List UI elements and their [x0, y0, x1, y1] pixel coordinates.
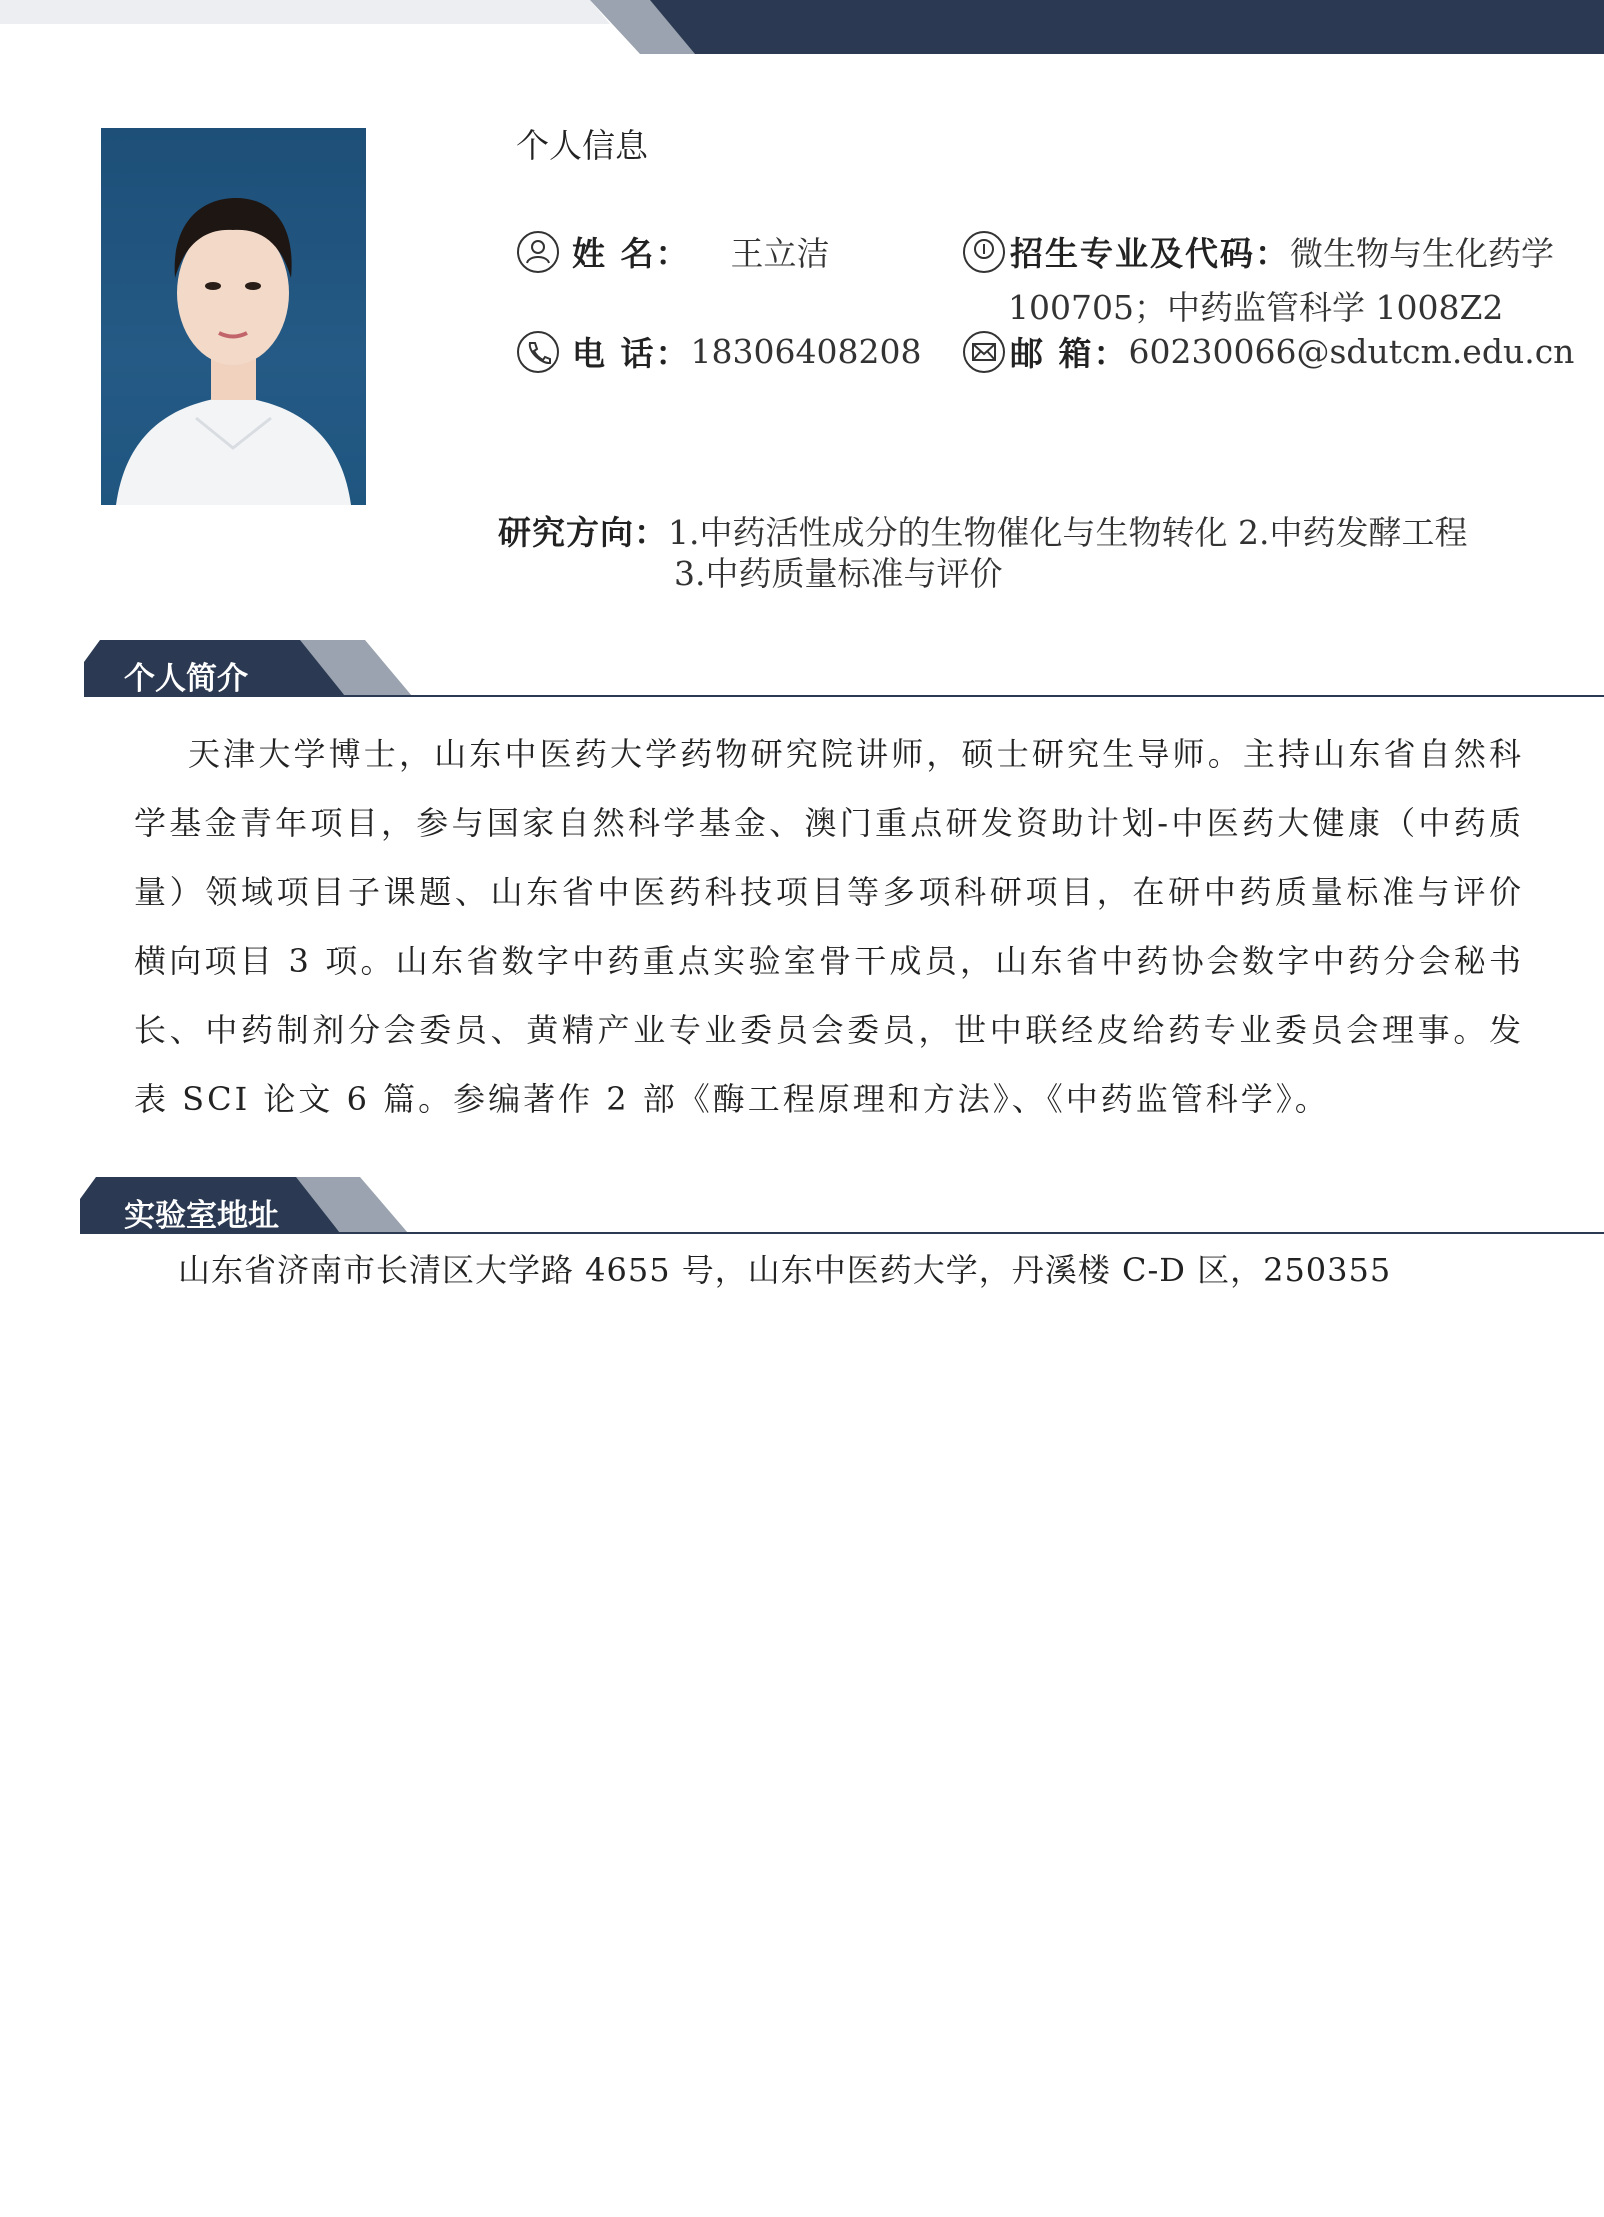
name-value: 王立洁 — [730, 234, 830, 273]
profile-photo — [101, 128, 366, 505]
phone-icon — [516, 330, 560, 374]
email-row — [962, 328, 1574, 375]
phone-value: 18306408208 — [690, 332, 922, 371]
lab-address: 山东省济南市长清区大学路 4655 号，山东中医药大学，丹溪楼 C-D 区，250355 — [178, 1251, 1392, 1289]
top-banner — [0, 0, 1604, 54]
email-value: 60230066@sdutcm.edu.cn — [1128, 332, 1575, 371]
personal-info-title: 个人信息 — [516, 126, 648, 165]
badge-icon — [962, 230, 1006, 274]
major-row-2 — [1008, 282, 1503, 329]
phone-row — [516, 328, 921, 375]
bio-section-header — [0, 640, 1604, 700]
person-icon — [516, 230, 560, 274]
research-line2: 3.中药质量标准与评价 — [674, 554, 1003, 593]
bio-text: 天津大学博士，山东中医药大学药物研究院讲师，硕士研究生导师。主持山东省自然科学基金青年项目，参与国家自然科学基金、澳门重点研发资助计划-中医药大健康（中药质量）领域项目子课题、山东省中医药科技项目等多项科研项目，在研中药质量标准与评价横向项目 3 项。山东省数字中药重点实验室骨干成员，山东省中药协会数字中药分会秘书长、中药制剂分会委员、黄精产业专业委员会委员，世中联经皮给药专业委员会理事。发表 SCI 论文 6 篇。参编著作 2 部《酶工程原理和方法》、《中药监管科学》。 — [134, 735, 1524, 1118]
major-row — [962, 228, 1554, 275]
major-label: 招生专业及代码： — [1010, 234, 1290, 273]
research-line1: 1.中药活性成分的生物催化与生物转化 2.中药发酵工程 — [668, 513, 1468, 552]
major-value-line1: 微生物与生化药学 — [1290, 234, 1554, 273]
mail-icon — [962, 330, 1006, 374]
lab-section-header — [0, 1177, 1604, 1237]
phone-label: 电 话： — [572, 334, 691, 373]
research-direction — [498, 512, 1468, 593]
email-label: 邮 箱： — [1010, 334, 1129, 373]
research-label: 研究方向： — [498, 513, 668, 552]
major-value-line2: 100705；中药监管科学 1008Z2 — [1008, 288, 1504, 327]
name-row — [516, 228, 830, 275]
bio-heading: 个人简介 — [124, 661, 248, 697]
lab-heading: 实验室地址 — [124, 1198, 279, 1234]
name-label: 姓 名： — [572, 234, 691, 273]
